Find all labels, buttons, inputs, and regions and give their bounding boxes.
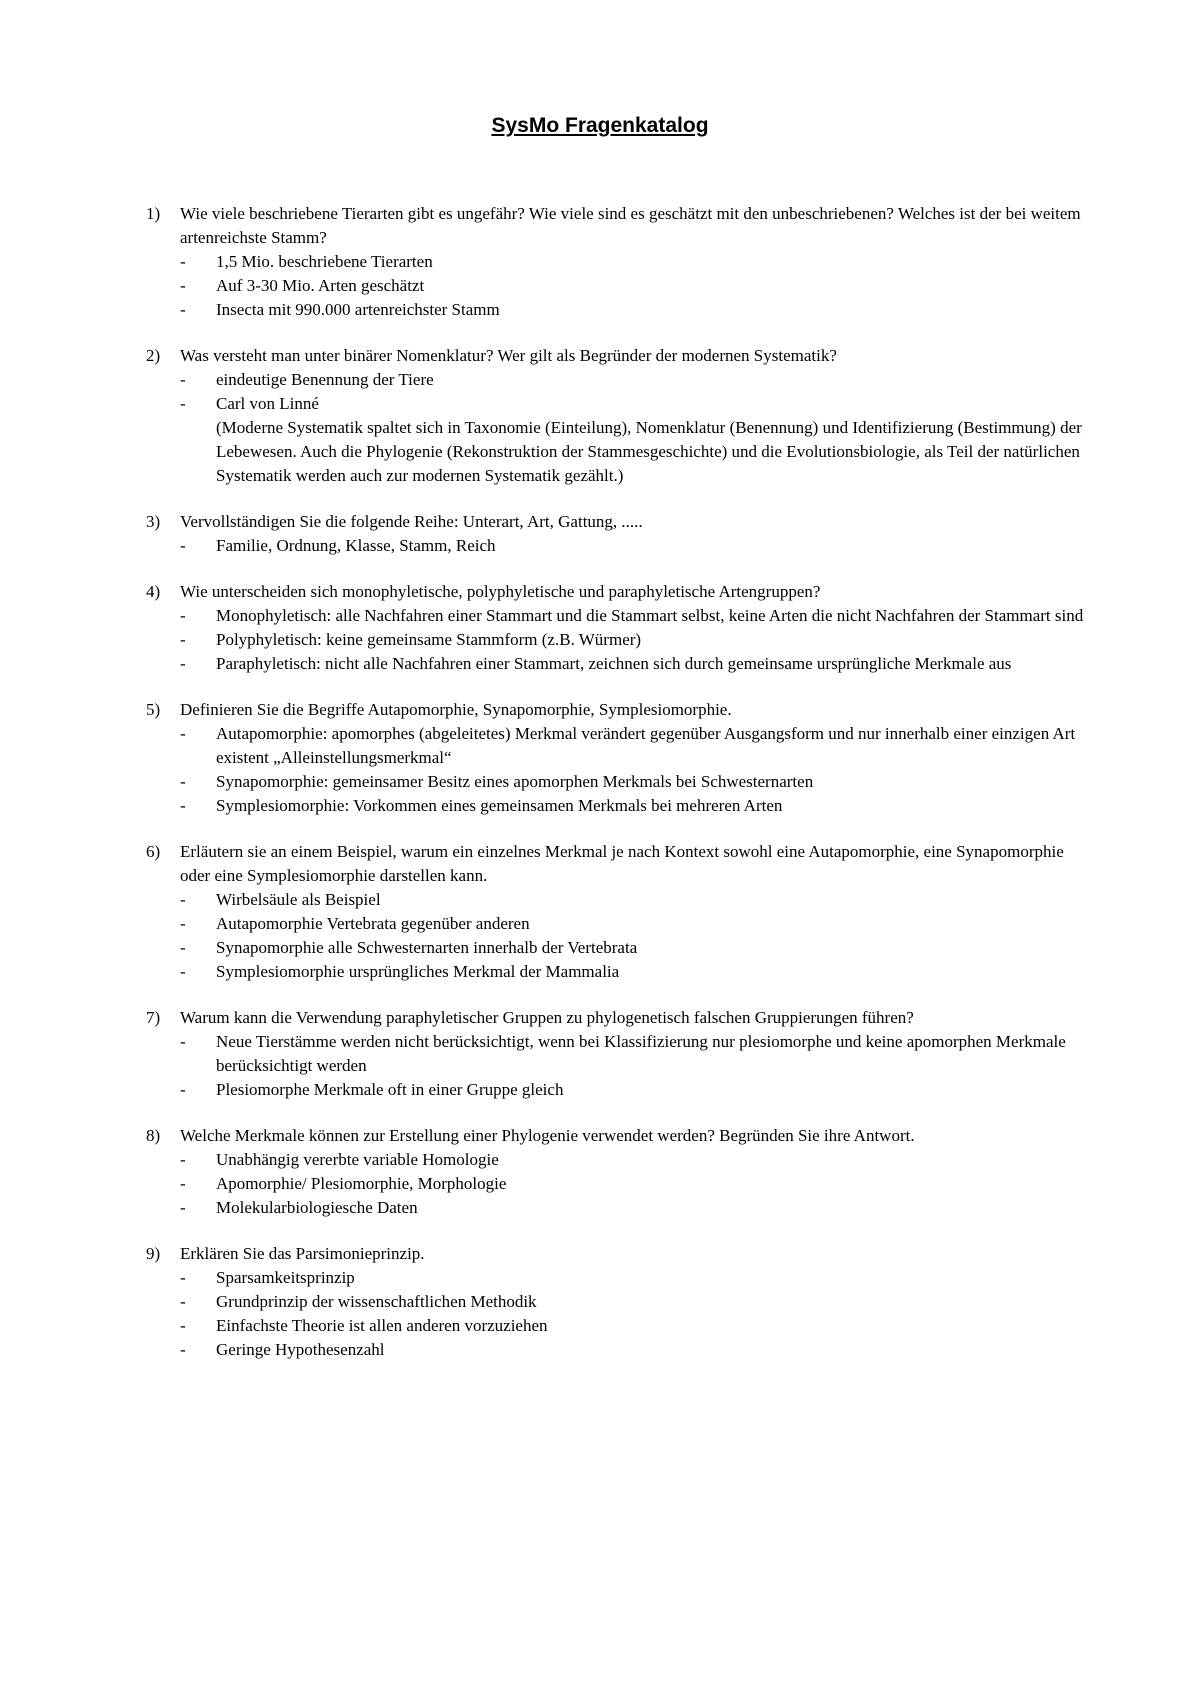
answer-text: Grundprinzip der wissenschaftlichen Methodik bbox=[216, 1292, 537, 1311]
answer-text: Einfachste Theorie ist allen anderen vorzuziehen bbox=[216, 1316, 548, 1335]
document-title: SysMo Fragenkatalog bbox=[491, 114, 709, 137]
question-number: 9) bbox=[146, 1244, 161, 1263]
answer-item bbox=[180, 250, 1086, 274]
question-text: Wie viele beschriebene Tierarten gibt es ungefähr? Wie viele sind es geschätzt mit den unbeschriebenen? Welches ist der bei weitem artenreichste Stamm? bbox=[180, 204, 1081, 247]
answer-text: Insecta mit 990.000 artenreichster Stamm bbox=[216, 300, 500, 319]
question-item bbox=[146, 344, 1086, 488]
answer-list bbox=[146, 604, 1086, 676]
answer-item bbox=[180, 534, 1086, 558]
question-line bbox=[146, 344, 1086, 368]
dash-bullet-icon: - bbox=[180, 724, 186, 743]
answer-text: Paraphyletisch: nicht alle Nachfahren einer Stammart, zeichnen sich durch gemeinsame ursprüngliche Merkmale aus bbox=[216, 654, 1012, 673]
answer-item bbox=[180, 298, 1086, 322]
question-text: Erläutern sie an einem Beispiel, warum ein einzelnes Merkmal je nach Kontext sowohl eine Autapomorphie, eine Synapomorphie oder eine Symplesiomorphie darstellen kann. bbox=[180, 842, 1064, 885]
answer-item bbox=[180, 1290, 1086, 1314]
answer-item bbox=[180, 936, 1086, 960]
answer-text: Symplesiomorphie ursprüngliches Merkmal der Mammalia bbox=[216, 962, 620, 981]
dash-bullet-icon: - bbox=[180, 394, 186, 413]
question-number: 8) bbox=[146, 1126, 161, 1145]
answer-text: Geringe Hypothesenzahl bbox=[216, 1340, 385, 1359]
answer-list bbox=[146, 250, 1086, 322]
answer-list bbox=[146, 1030, 1086, 1102]
dash-bullet-icon: - bbox=[180, 796, 186, 815]
answer-text: Autapomorphie: apomorphes (abgeleitetes) Merkmal verändert gegenüber Ausgangsform und nur innerhalb einer einzigen Art existent „Alleinstellungsmerkmal“ bbox=[216, 724, 1076, 767]
answer-item bbox=[180, 1030, 1086, 1078]
answer-list bbox=[146, 534, 1086, 558]
answer-text: Carl von Linné bbox=[216, 394, 319, 413]
answer-item bbox=[180, 912, 1086, 936]
question-number: 3) bbox=[146, 512, 161, 531]
answer-text: Neue Tierstämme werden nicht berücksichtigt, wenn bei Klassifizierung nur plesiomorphe und keine apomorphen Merkmale berücksichtigt werden bbox=[216, 1032, 1066, 1075]
question-item bbox=[146, 202, 1086, 322]
answer-item bbox=[180, 722, 1086, 770]
question-text: Definieren Sie die Begriffe Autapomorphie, Synapomorphie, Symplesiomorphie. bbox=[180, 700, 732, 719]
answer-item bbox=[180, 274, 1086, 298]
question-number: 1) bbox=[146, 204, 161, 223]
question-item bbox=[146, 698, 1086, 818]
question-line bbox=[146, 202, 1086, 250]
answer-list bbox=[146, 1266, 1086, 1362]
question-number: 2) bbox=[146, 346, 161, 365]
answer-text: Autapomorphie Vertebrata gegenüber anderen bbox=[216, 914, 530, 933]
dash-bullet-icon: - bbox=[180, 1032, 186, 1051]
dash-bullet-icon: - bbox=[180, 1174, 186, 1193]
question-number: 5) bbox=[146, 700, 161, 719]
dash-bullet-icon: - bbox=[180, 938, 186, 957]
answer-item bbox=[180, 1338, 1086, 1362]
dash-bullet-icon: - bbox=[180, 536, 186, 555]
answer-text: Wirbelsäule als Beispiel bbox=[216, 890, 381, 909]
dash-bullet-icon: - bbox=[180, 1150, 186, 1169]
answer-text: Molekularbiologiesche Daten bbox=[216, 1198, 418, 1217]
question-number: 4) bbox=[146, 582, 161, 601]
question-line bbox=[146, 698, 1086, 722]
dash-bullet-icon: - bbox=[180, 890, 186, 909]
dash-bullet-icon: - bbox=[180, 370, 186, 389]
dash-bullet-icon: - bbox=[180, 1340, 186, 1359]
dash-bullet-icon: - bbox=[180, 914, 186, 933]
answer-text: Auf 3-30 Mio. Arten geschätzt bbox=[216, 276, 425, 295]
answer-item bbox=[180, 392, 1086, 416]
dash-bullet-icon: - bbox=[180, 654, 186, 673]
question-number: 7) bbox=[146, 1008, 161, 1027]
dash-bullet-icon: - bbox=[180, 252, 186, 271]
question-item bbox=[146, 580, 1086, 676]
question-item bbox=[146, 1242, 1086, 1362]
answer-item bbox=[180, 652, 1086, 676]
dash-bullet-icon: - bbox=[180, 1316, 186, 1335]
answer-list bbox=[146, 888, 1086, 984]
dash-bullet-icon: - bbox=[180, 630, 186, 649]
answer-text: Plesiomorphe Merkmale oft in einer Gruppe gleich bbox=[216, 1080, 564, 1099]
question-text: Erklären Sie das Parsimonieprinzip. bbox=[180, 1244, 425, 1263]
dash-bullet-icon: - bbox=[180, 1080, 186, 1099]
answer-item bbox=[180, 1196, 1086, 1220]
dash-bullet-icon: - bbox=[180, 1198, 186, 1217]
answer-text: Synapomorphie: gemeinsamer Besitz eines apomorphen Merkmals bei Schwesternarten bbox=[216, 772, 814, 791]
answer-item bbox=[180, 604, 1086, 628]
answer-item bbox=[180, 1314, 1086, 1338]
answer-item bbox=[180, 888, 1086, 912]
question-text: Vervollständigen Sie die folgende Reihe: Unterart, Art, Gattung, ..... bbox=[180, 512, 643, 531]
question-line bbox=[146, 510, 1086, 534]
answer-item bbox=[180, 1148, 1086, 1172]
dash-bullet-icon: - bbox=[180, 606, 186, 625]
question-item bbox=[146, 1124, 1086, 1220]
question-line bbox=[146, 1242, 1086, 1266]
question-item bbox=[146, 840, 1086, 984]
question-text: Was versteht man unter binärer Nomenklatur? Wer gilt als Begründer der modernen Systematik? bbox=[180, 346, 837, 365]
answer-text: Polyphyletisch: keine gemeinsame Stammform (z.B. Würmer) bbox=[216, 630, 642, 649]
answer-text: Unabhängig vererbte variable Homologie bbox=[216, 1150, 499, 1169]
question-item bbox=[146, 510, 1086, 558]
answer-item bbox=[180, 628, 1086, 652]
answer-text: 1,5 Mio. beschriebene Tierarten bbox=[216, 252, 433, 271]
answer-text: eindeutige Benennung der Tiere bbox=[216, 370, 434, 389]
answer-text: Monophyletisch: alle Nachfahren einer Stammart und die Stammart selbst, keine Arten die nicht Nachfahren der Stammart sind bbox=[216, 606, 1084, 625]
dash-bullet-icon: - bbox=[180, 276, 186, 295]
answer-list bbox=[146, 1148, 1086, 1220]
dash-bullet-icon: - bbox=[180, 1292, 186, 1311]
answer-item bbox=[180, 1172, 1086, 1196]
question-line bbox=[146, 580, 1086, 604]
answer-list bbox=[146, 722, 1086, 818]
question-line bbox=[146, 840, 1086, 888]
answer-list bbox=[146, 368, 1086, 416]
answer-item bbox=[180, 770, 1086, 794]
answer-item bbox=[180, 794, 1086, 818]
dash-bullet-icon: - bbox=[180, 772, 186, 791]
dash-bullet-icon: - bbox=[180, 300, 186, 319]
question-line bbox=[146, 1124, 1086, 1148]
question-text: Wie unterscheiden sich monophyletische, polyphyletische und paraphyletische Artengruppen? bbox=[180, 582, 821, 601]
question-number: 6) bbox=[146, 842, 161, 861]
answer-note: (Moderne Systematik spaltet sich in Taxonomie (Einteilung), Nomenklatur (Benennung) und Identifizierung (Bestimmung) der Lebewesen. Auch die Phylogenie (Rekonstruktion der Stammesgeschichte) und die Evolutionsbiologie, als Teil der natürlichen Systematik werden auch zur modernen Systematik gezählt.) bbox=[216, 418, 1082, 485]
answer-text: Familie, Ordnung, Klasse, Stamm, Reich bbox=[216, 536, 496, 555]
answer-item bbox=[180, 960, 1086, 984]
question-line bbox=[146, 1006, 1086, 1030]
dash-bullet-icon: - bbox=[180, 962, 186, 981]
answer-item bbox=[180, 1078, 1086, 1102]
answer-text: Synapomorphie alle Schwesternarten innerhalb der Vertebrata bbox=[216, 938, 638, 957]
question-text: Warum kann die Verwendung paraphyletischer Gruppen zu phylogenetisch falschen Gruppierungen führen? bbox=[180, 1008, 914, 1027]
answer-item bbox=[180, 368, 1086, 392]
dash-bullet-icon: - bbox=[180, 1268, 186, 1287]
answer-item bbox=[180, 1266, 1086, 1290]
question-list bbox=[146, 202, 1086, 1384]
question-text: Welche Merkmale können zur Erstellung einer Phylogenie verwendet werden? Begründen Sie ihre Antwort. bbox=[180, 1126, 915, 1145]
answer-text: Sparsamkeitsprinzip bbox=[216, 1268, 355, 1287]
answer-text: Apomorphie/ Plesiomorphie, Morphologie bbox=[216, 1174, 507, 1193]
question-item bbox=[146, 1006, 1086, 1102]
answer-text: Symplesiomorphie: Vorkommen eines gemeinsamen Merkmals bei mehreren Arten bbox=[216, 796, 783, 815]
